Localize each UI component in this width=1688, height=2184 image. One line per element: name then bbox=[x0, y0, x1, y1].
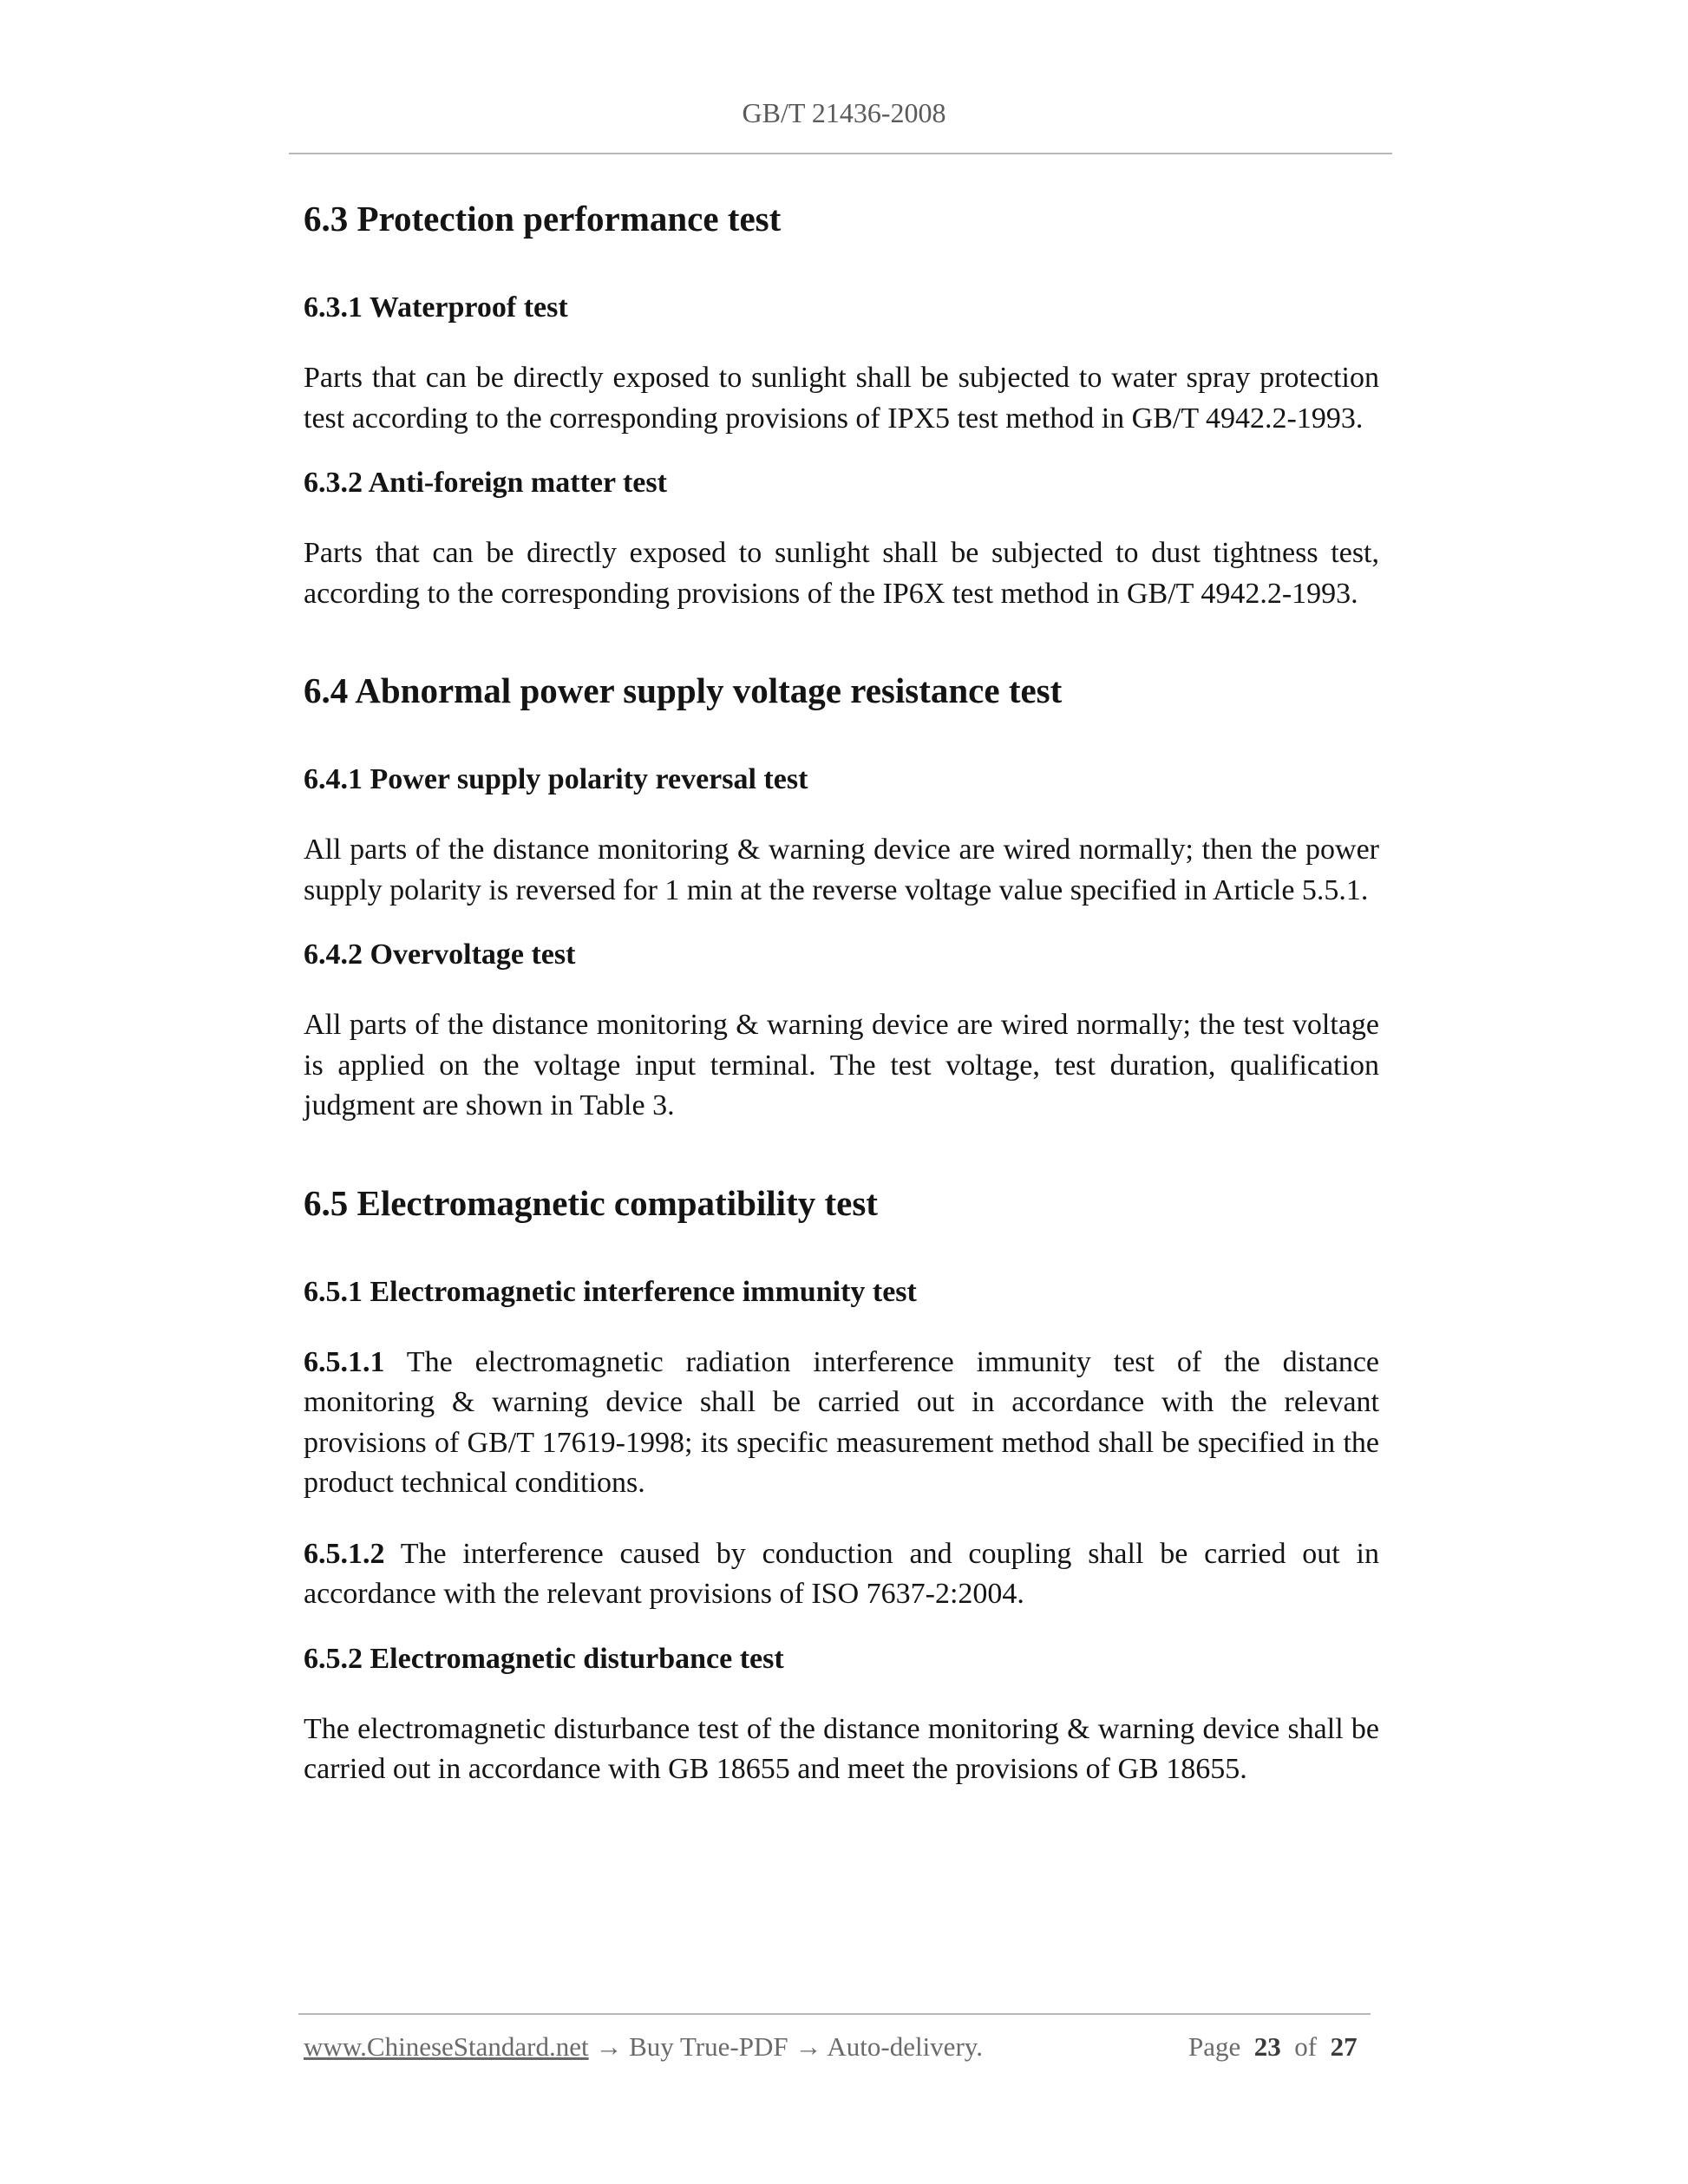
header-divider bbox=[289, 153, 1392, 154]
clause-text-6-5-1-1: The electromagnetic radiation interference immunity test of the distance monitoring & warning device shall be carried out in accordance with the relevant provisions of GB/T 17619-1998; its specific measurement method shall be specified in the product technical conditions. bbox=[304, 1345, 1379, 1499]
subsection-heading-6-5-1: 6.5.1 Electromagnetic interference immunity test bbox=[304, 1275, 917, 1308]
subsection-heading-6-4-2: 6.4.2 Overvoltage test bbox=[304, 938, 576, 971]
subsection-heading-6-5-2: 6.5.2 Electromagnetic disturbance test bbox=[304, 1642, 784, 1675]
document-body bbox=[304, 194, 1379, 1790]
section-heading-6-5: 6.5 Electromagnetic compatibility test bbox=[304, 1182, 878, 1223]
subsection-heading-6-4-1: 6.4.1 Power supply polarity reversal test bbox=[304, 763, 808, 795]
footer-promo bbox=[304, 2031, 983, 2063]
section-heading-6-3: 6.3 Protection performance test bbox=[304, 199, 782, 239]
footer-promo-text: → Buy True-PDF → Auto-delivery. bbox=[588, 2031, 983, 2062]
paragraph-6-4-1: All parts of the distance monitoring & warning device are wired normally; then the power supply polarity is reversed for 1 min at the reverse voltage value specified in Article 5.5.1. bbox=[304, 834, 1379, 906]
paragraph-6-4-2: All parts of the distance monitoring & warning device are wired normally; the test voltage is applied on the voltage input terminal. The test voltage, test duration, qualification judgment are shown in Table 3. bbox=[304, 1009, 1379, 1121]
subsection-heading-6-3-2: 6.3.2 Anti-foreign matter test bbox=[304, 467, 667, 499]
page-current: 23 bbox=[1253, 2031, 1281, 2062]
paragraph-6-5-1-1 bbox=[304, 1343, 1379, 1504]
clause-number-6-5-1-2: 6.5.1.2 bbox=[304, 1537, 385, 1570]
paragraph-6-5-1-2 bbox=[304, 1534, 1379, 1615]
section-heading-6-4: 6.4 Abnormal power supply voltage resistance test bbox=[304, 670, 1063, 710]
clause-number-6-5-1-1: 6.5.1.1 bbox=[304, 1345, 385, 1378]
clause-text-6-5-1-2: The interference caused by conduction and coupling shall be carried out in accordance with the relevant provisions of ISO 7637-2:2004. bbox=[304, 1537, 1379, 1610]
footer-divider bbox=[298, 2013, 1371, 2015]
page-header-title: GB/T 21436-2008 bbox=[742, 97, 946, 128]
paragraph-6-5-2: The electromagnetic disturbance test of the distance monitoring & warning device shall be carried out in accordance with GB 18655 and meet the provisions of GB 18655. bbox=[304, 1712, 1379, 1785]
page-label: Page bbox=[1188, 2031, 1241, 2062]
footer-website-link[interactable]: www.ChineseStandard.net bbox=[304, 2031, 589, 2062]
page-number bbox=[1188, 2031, 1358, 2063]
paragraph-6-3-2: Parts that can be directly exposed to sunlight shall be subjected to dust tightness test, according to the corresponding provisions of the IP6X test method in GB/T 4942.2-1993. bbox=[304, 537, 1379, 610]
page-of-label: of bbox=[1294, 2031, 1318, 2062]
page-total: 27 bbox=[1330, 2031, 1358, 2062]
subsection-heading-6-3-1: 6.3.1 Waterproof test bbox=[304, 291, 568, 324]
paragraph-6-3-1: Parts that can be directly exposed to sunlight shall be subjected to water spray protection test according to the corresponding provisions of IPX5 test method in GB/T 4942.2-1993. bbox=[304, 362, 1379, 435]
